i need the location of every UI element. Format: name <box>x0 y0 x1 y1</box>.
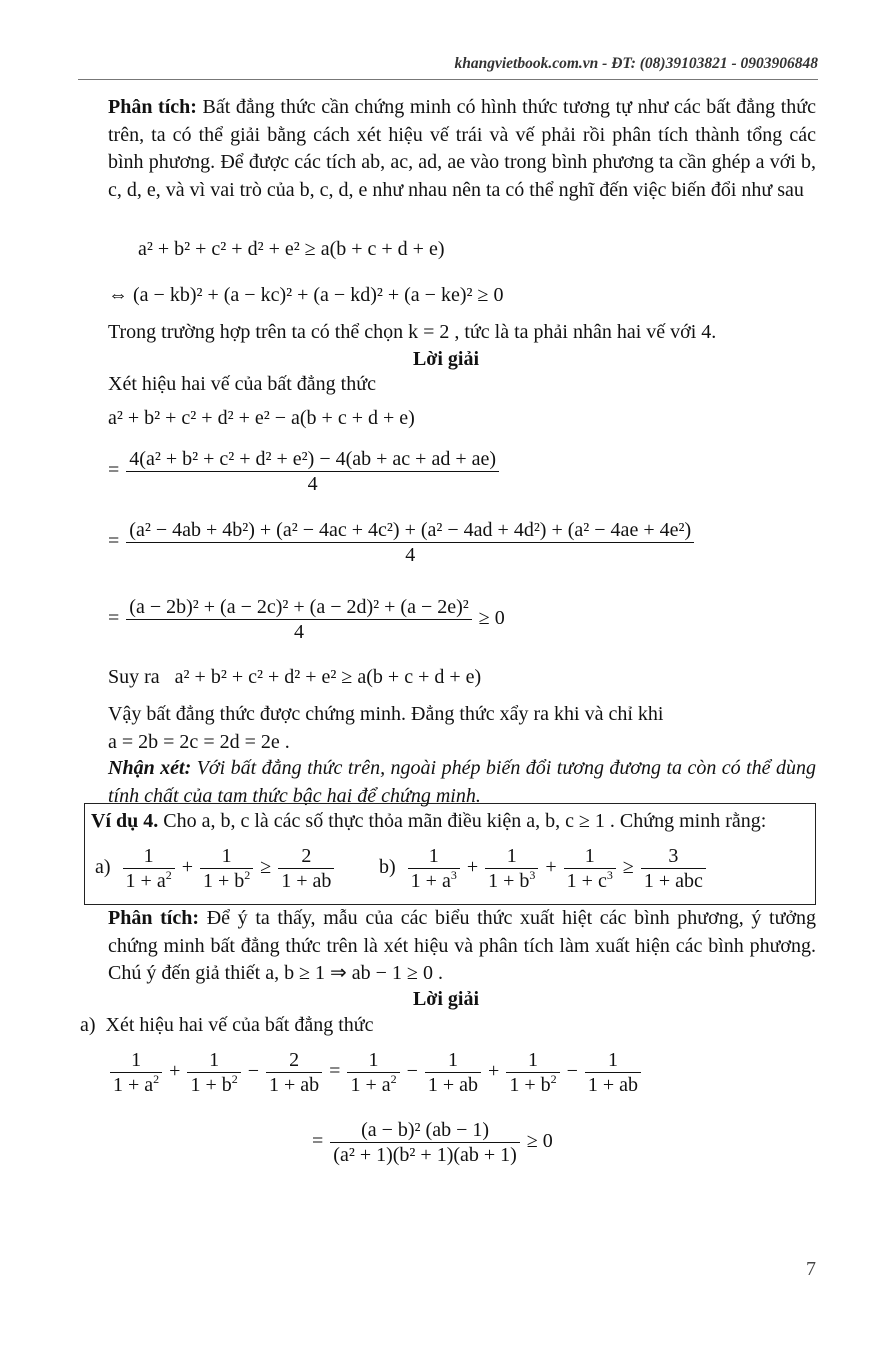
step-3: = $\frac{\text{(a − 2b)² + (a − 2c)² + (a − 2d)² + (a − 2e)²}}{4}$ ≥ 0 <box>108 596 505 643</box>
part-a-label: a) <box>95 856 111 879</box>
result-fraction <box>330 1118 520 1167</box>
solution-a-label: a) <box>80 1014 96 1036</box>
remark-label: Nhận xét: <box>108 757 192 779</box>
step-2-numerator: (a² − 4ab + 4b²) + (a² − 4ac + 4c²) + (a² − 4ad + 4d²) + (a² − 4ae + 4e²) <box>126 518 694 543</box>
result-numerator: (a − b)² (ab − 1) <box>330 1118 520 1143</box>
page-number: 7 <box>806 1258 816 1280</box>
step-3-fraction <box>126 595 471 644</box>
step-1-numerator: 4(a² + b² + c² + d² + e²) − 4(ab + ac + ad + ae) <box>126 447 499 472</box>
analysis-paragraph-2 <box>108 905 816 988</box>
solution-intro-1: Xét hiệu hai vế của bất đẳng thức <box>108 373 376 395</box>
analysis-text-2: Để ý ta thấy, mẫu của các biểu thức xuất hiệt các bình phương, ý tưởng chứng minh bất đẳng thức trên là xét hiệu và phân tích làm xuất hiện các bình phương. Chú ý đến giả thiết a, b ≥ 1 ⇒ ab − 1 ≥ 0 . <box>108 907 817 984</box>
step-3-tail: ≥ 0 <box>478 607 505 630</box>
step-3-numerator: (a − 2b)² + (a − 2c)² + (a − 2d)² + (a − 2e)² <box>126 595 471 620</box>
step-2-fraction <box>126 518 694 567</box>
suy-ra-label: Suy ra <box>108 666 160 688</box>
solution-a-intro: Xét hiệu hai vế của bất đẳng thức <box>105 1014 374 1036</box>
part-b-label: b) <box>379 856 396 879</box>
analysis-text: Bất đẳng thức cần chứng minh có hình thức tương tự như các bất đẳng thức trên, ta có thể giải bằng cách xét hiệu vế trái và vế phải rồi phân tích thành tổng các bình phương. Để được các tích ab, ac, ad, ae vào trong bình phương ta cần ghép a với b, c, d, e, và vì vai trò của b, c, d, e như nhau nên ta có thể nghĩ đến việc biến đổi như sau <box>108 96 817 201</box>
choose-k-text: Trong trường hợp trên ta có thể chọn k = 2 , tức là ta phải nhân hai vế với 4. <box>108 321 717 343</box>
solution-a-result: = $\frac{\text{(a − b)² (ab − 1)}}{\text{(a² + 1)(b² + 1)(ab + 1)}}$ ≥ 0 <box>312 1119 553 1166</box>
result-denominator: (a² + 1)(b² + 1)(ab + 1) <box>333 1144 517 1166</box>
suy-ra-line <box>108 666 481 689</box>
step-2-denominator: 4 <box>405 544 416 566</box>
result-tail: ≥ 0 <box>526 1130 553 1153</box>
equality-condition: a = 2b = 2c = 2d = 2e . <box>108 730 290 753</box>
solution-expression: a² + b² + c² + d² + e² − a(b + c + d + e) <box>108 407 415 429</box>
example-label: Ví dụ 4. <box>91 810 159 832</box>
remark-text: Với bất đẳng thức trên, ngoài phép biến đổi tương đương ta còn có thể dùng tính chất của tam thức bậc hai để chứng minh. <box>108 757 817 807</box>
step-1-fraction <box>126 447 499 496</box>
step-3-denominator: 4 <box>294 621 305 643</box>
remark-paragraph <box>108 755 816 810</box>
step-1: = $\frac{\text{4(a² + b² + c² + d² + e²) − 4(ab + ac + ad + ae)}}{4}$ <box>108 447 501 496</box>
step-2: = (a² − 4ab + 4b²) + (a² − 4ac + 4c²) + (a² − 4ad + 4d²) + (a² − 4ae + 4e²) 4 <box>108 518 696 567</box>
analysis-label-2: Phân tích: <box>108 907 200 929</box>
step-1-denominator: 4 <box>307 473 318 495</box>
header-rule <box>78 79 818 80</box>
equation-1: a² + b² + c² + d² + e² ≥ a(b + c + d + e) <box>138 238 445 260</box>
solution-a-difference: $\frac{1}{1 + a^2}$ + $\frac{1}{1 + b^2}$ − $\frac{2}{1 + ab}$ = $\frac{1}{1 + a^2}$ − $\frac{1}{1 + ab}$ + $\frac{1}{1 + b^2}$ − $\frac{1}{1 + ab}$ <box>108 1048 643 1097</box>
part-b-inequality: b) $\frac{1}{1 + a^3}$ + $\frac{1}{1 + b^3}$ + $\frac{1}{1 + c^3}$ ≥ $\frac{3}{\text{1 + abc}}$ <box>379 844 708 893</box>
solution-title-1: Lời giải <box>412 348 480 370</box>
suy-ra-expression: a² + b² + c² + d² + e² ≥ a(b + c + d + e) <box>174 666 482 688</box>
example-statement <box>91 810 766 833</box>
solution-title-2: Lời giải <box>412 988 480 1010</box>
solution-a-intro-line <box>80 1014 374 1037</box>
conclusion-text: Vậy bất đẳng thức được chứng minh. Đẳng thức xẩy ra khi và chỉ khi <box>108 703 664 725</box>
example-box <box>84 803 816 905</box>
analysis-label: Phân tích: <box>108 96 197 118</box>
example-text: Cho a, b, c là các số thực thỏa mãn điều kiện a, b, c ≥ 1 . Chứng minh rằng: <box>163 810 767 832</box>
equation-2: ⇔ (a − kb)² + (a − kc)² + (a − kd)² + (a − ke)² ≥ 0 <box>108 284 504 306</box>
analysis-paragraph-1 <box>108 94 816 204</box>
conclusion-paragraph <box>108 701 816 756</box>
page-header: khangvietbook.com.vn - ĐT: (08)39103821 - 0903906848 <box>454 55 818 72</box>
part-a-inequality: a) $\frac{1}{1 + a^2}$ + $\frac{1}{1 + b^2}$ ≥ $\frac{2}{1 + ab}$ <box>95 844 336 893</box>
